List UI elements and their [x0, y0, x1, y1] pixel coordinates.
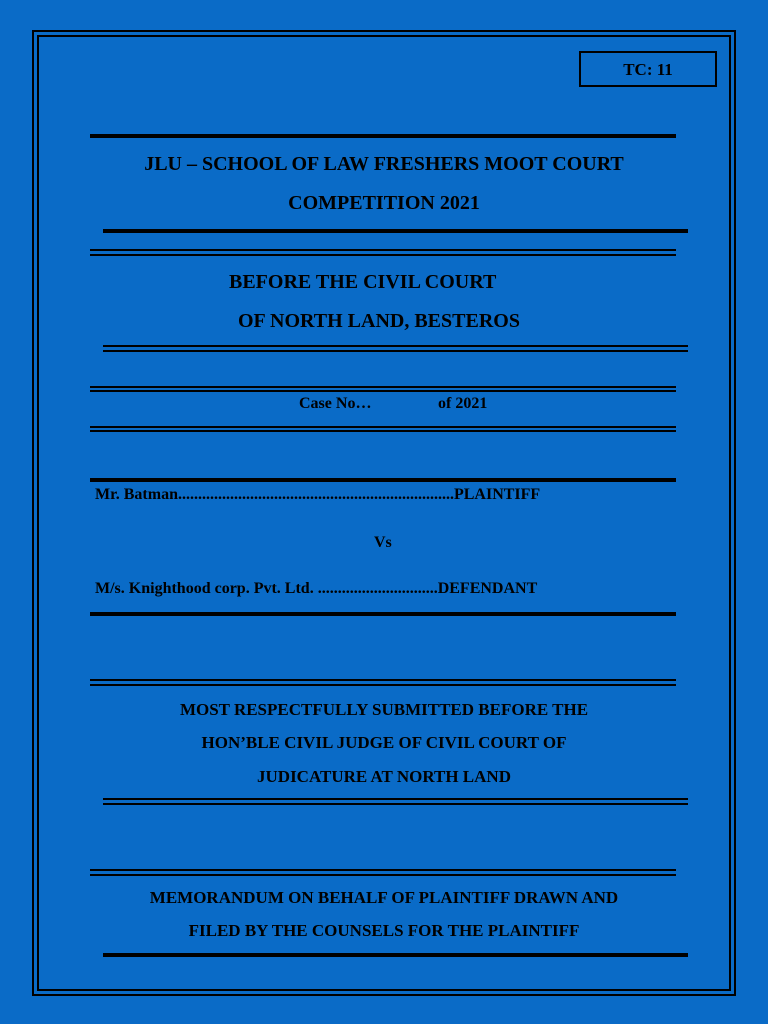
divider — [90, 478, 676, 482]
divider — [103, 345, 688, 347]
court-name: BEFORE THE CIVIL COURT — [229, 271, 497, 293]
divider — [103, 803, 688, 805]
plaintiff-line: Mr. Batman.....................................................................PLAINTIFF — [95, 486, 541, 503]
divider — [90, 249, 676, 251]
divider — [103, 798, 688, 800]
submission-line-2: HON’BLE CIVIL JUDGE OF CIVIL COURT OF — [201, 733, 567, 752]
submission-line-3: JUDICATURE AT NORTH LAND — [257, 767, 511, 786]
team-code-box: TC: 11 — [579, 51, 717, 87]
divider — [90, 430, 676, 432]
defendant-line: M/s. Knighthood corp. Pvt. Ltd. ..............................DEFENDANT — [95, 580, 538, 597]
divider — [90, 679, 676, 681]
divider — [103, 350, 688, 352]
competition-title: JLU – SCHOOL OF LAW FRESHERS MOOT COURT — [144, 153, 624, 175]
case-number-label: Case No… — [299, 395, 372, 412]
divider — [90, 612, 676, 616]
divider — [90, 684, 676, 686]
divider — [90, 874, 676, 876]
versus-label: Vs — [374, 534, 392, 551]
inner-border — [37, 35, 731, 991]
memorandum-line-2: FILED BY THE COUNSELS FOR THE PLAINTIFF — [188, 921, 580, 940]
divider — [90, 869, 676, 871]
divider — [90, 134, 676, 138]
memorandum-line-1: MEMORANDUM ON BEHALF OF PLAINTIFF DRAWN AND — [149, 888, 619, 907]
divider — [90, 426, 676, 428]
divider — [90, 254, 676, 256]
submission-line-1: MOST RESPECTFULLY SUBMITTED BEFORE THE — [179, 700, 589, 719]
court-location: OF NORTH LAND, BESTEROS — [238, 310, 520, 332]
divider — [90, 386, 676, 388]
divider — [90, 390, 676, 392]
divider — [103, 953, 688, 957]
competition-year: COMPETITION 2021 — [288, 192, 480, 214]
divider — [103, 229, 688, 233]
case-year-label: of 2021 — [438, 395, 488, 412]
